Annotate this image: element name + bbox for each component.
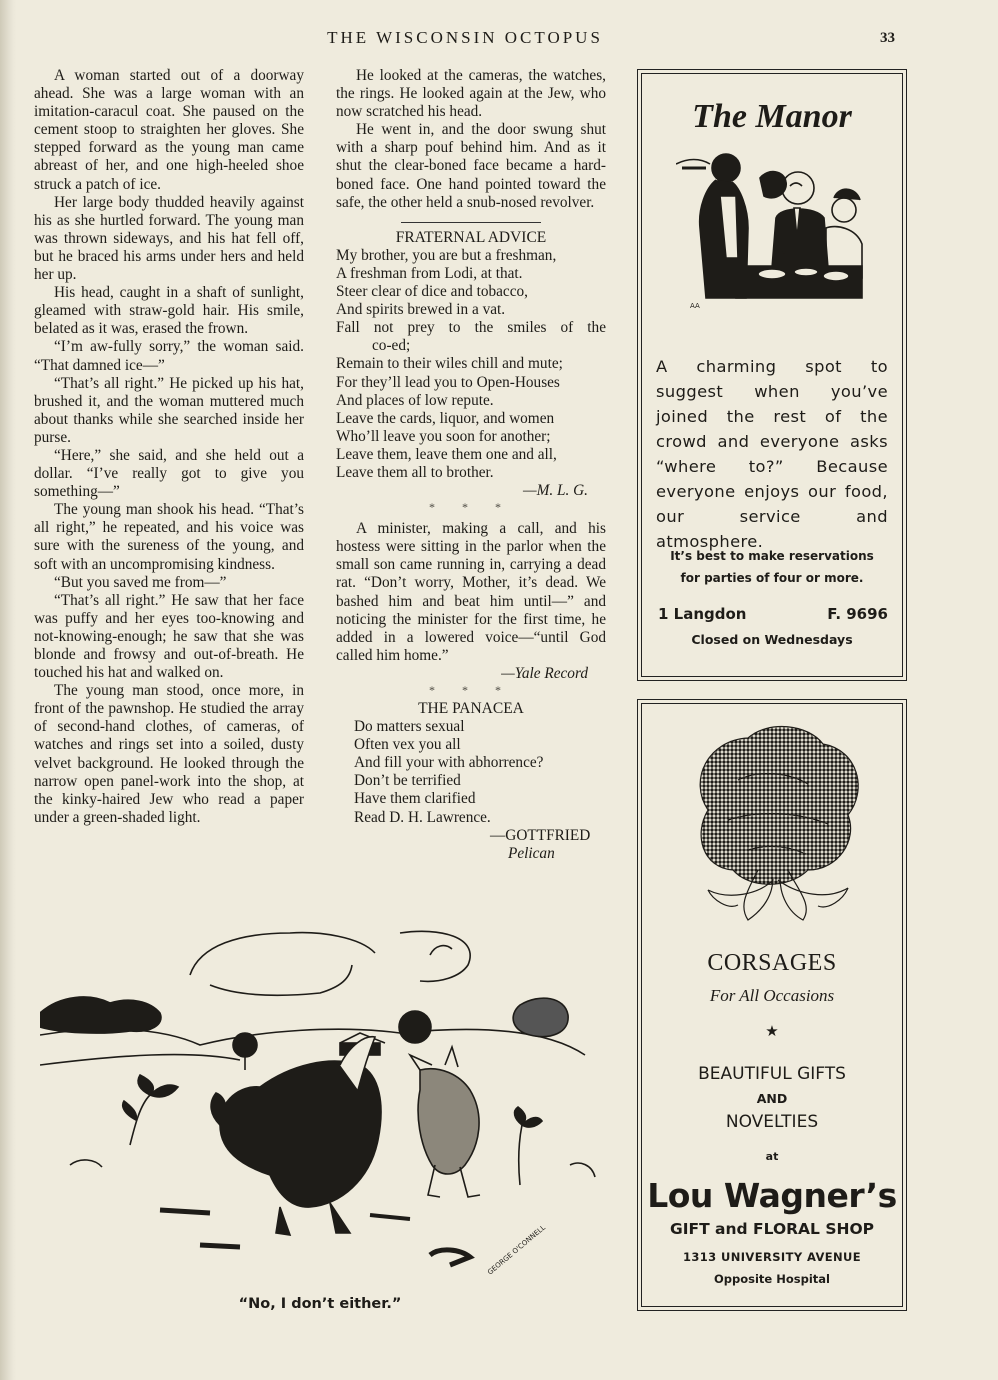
magazine-title: THE WISCONSIN OCTOPUS (327, 28, 603, 47)
story-paragraph: “But you saved me from—” (54, 573, 227, 591)
story-paragraph: “Here,” she said, and she held out a dollar. “I’ve really got to give you something—” (34, 446, 304, 501)
shop-type: GIFT and FLORAL SHOP (670, 1220, 874, 1238)
poem-line: Leave the cards, liquor, and women (336, 409, 555, 427)
joke-attribution: —Yale Record (501, 664, 588, 682)
manor-reservation-note (638, 545, 906, 589)
poem-line: Steer clear of dice and tobacco, (336, 283, 528, 301)
poem-line: Fall not prey to the smiles of the (336, 319, 606, 337)
lou-wagner-advertisement (637, 699, 907, 1311)
page-number: 33 (880, 30, 895, 46)
story-paragraph: He looked at the cameras, the watches, the rings. He looked again at the Jew, who now scratched his head. (336, 67, 606, 121)
corsages-heading: CORSAGES (707, 950, 837, 976)
separator-stars: * * * (429, 683, 513, 697)
restaurant-diners-illustration (676, 148, 866, 338)
poem-line: A freshman from Lodi, at that. (336, 264, 523, 282)
svg-text:AA: AA (690, 302, 700, 310)
shop-name: Lou Wagner’s (647, 1176, 897, 1215)
manor-title: The Manor (692, 98, 852, 135)
poem-fraternal-advice (336, 247, 606, 482)
story-paragraph: “That’s all right.” He saw that her face was puffy and her eyes too-knowing and not-knowing-enough; he saw that she was blonde and frowsy and out-of-breath. He touched his hat and walked on. (34, 591, 304, 682)
poem-line: For they’ll lead you to Open-Houses (336, 373, 560, 391)
manor-note-line: It’s best to make reservations (670, 549, 874, 563)
artist-signature: GEORGE O'CONNELL (486, 1223, 548, 1277)
poem-title-fraternal-advice: FRATERNAL ADVICE (395, 228, 547, 246)
poem-line: And spirits brewed in a vat. (336, 301, 506, 319)
star-icon: ★ (765, 1024, 779, 1040)
story-column-2 (336, 67, 606, 863)
story-paragraph: The young man shook his head. “That’s all right,” he repeated, and his voice was sure with the sureness of the young, and soft with an uncompromising kindness. (34, 501, 304, 573)
section-rule (401, 222, 541, 223)
poem-title-panacea: THE PANACEA (418, 700, 524, 717)
story-paragraph: Her large body thudded heavily against his as she hurtled forward. The young man was thrown sideways, and his hat fell off, but he braced his arms under hers and held her up. (34, 193, 304, 284)
poem-attribution: —GOTTFRIED (490, 826, 591, 844)
poem-line: co-ed; (372, 337, 411, 355)
page-spine-shadow (0, 0, 16, 1380)
manor-hours: Closed on Wednesdays (691, 632, 853, 647)
story-paragraph: His head, caught in a shaft of sunlight, gleamed with straw-gold hair. His smile, belated as it was, erased the frown. (34, 284, 304, 338)
poem-line: Who’ll leave you soon for another; (336, 427, 551, 445)
poem-line: Have them clarified (354, 790, 476, 808)
poem-line: Don’t be terrified (354, 772, 461, 790)
poem-source: Pelican (508, 844, 555, 862)
poem-line: Do matters sexual (354, 718, 465, 736)
poem-line: My brother, you are but a freshman, (336, 246, 557, 264)
at-line: at (765, 1150, 779, 1163)
cartoon-caption: “No, I don’t either.” (238, 1296, 402, 1312)
joke-paragraph: A minister, making a call, and his hostess were sitting in the parlor when the small son came running in, carrying a dead rat. “Don’t worry, Mother, it’s dead. We bashed him and beat him until—” and noticing the minister for the first time, he added in a lowered voice—“until God called him home.” (336, 520, 606, 664)
poem-attribution: —M. L. G. (522, 482, 588, 500)
manor-address: 1 Langdon (658, 605, 747, 623)
manor-advertisement (637, 69, 907, 681)
story-paragraph: He went in, and the door swung shut with a sharp pouf behind him. And as it shut the clear-boned face became a hard-boned face. One hand pointed toward the safe, the other held a snub-nosed revolver. (336, 121, 606, 211)
separator-stars: * * * (429, 500, 513, 515)
poem-panacea (336, 718, 606, 863)
story-paragraph: “That’s all right.” He picked up his hat, brushed it, and the woman muttered much about thanks while she searched inside her purse. (34, 374, 304, 446)
poem-line: Read D. H. Lawrence. (354, 808, 491, 826)
story-column-1 (34, 67, 304, 827)
story-paragraph: The young man stood, once more, in front of the pawnshop. He studied the array of second-hand clothes, of cameras, of watches and rings set into a soiled, dusty velvet background. He looked through the narrow open panel-work into the shop, at the kinky-haired Jew who read a paper under a green-shaded light. (34, 682, 304, 826)
and-line: AND (756, 1091, 788, 1106)
story-paragraph: “I’m aw-fully sorry,” the woman said. “That damned ice—” (34, 338, 304, 374)
novelties-line: NOVELTIES (725, 1112, 819, 1132)
poem-line: Leave them all to brother. (336, 463, 494, 481)
manor-note-line: for parties of four or more. (680, 571, 864, 585)
poem-line: Often vex you all (354, 736, 461, 754)
manor-description: A charming spot to suggest when you’ve joined the rest of the crowd and everyone asks “where to?” Because everyone enjoys our food, our service and atmosphere. (656, 357, 888, 551)
occasions-subtitle: For All Occasions (709, 986, 835, 1005)
poem-line: Remain to their wiles chill and mute; (336, 355, 563, 373)
shop-address: 1313 UNIVERSITY AVENUE (682, 1250, 862, 1264)
poem-line: Leave them, leave them one and all, (336, 445, 557, 463)
gifts-line: BEAUTIFUL GIFTS (698, 1064, 846, 1084)
shop-landmark: Opposite Hospital (714, 1272, 830, 1286)
carnation-corsage-illustration (678, 720, 868, 930)
manor-phone: F. 9696 (827, 605, 888, 623)
skunk-cartoon-illustration (40, 915, 610, 1290)
story-paragraph: A woman started out of a doorway ahead. She was a large woman with an imitation-caracul coat. She paused on the cement stoop to straighten her gloves. She stepped forward as the young man came abreast of her, and one high-heeled shoe struck a patch of ice. (34, 67, 304, 193)
poem-line: And fill your with abhorrence? (354, 754, 544, 772)
poem-line: And places of low repute. (336, 391, 494, 409)
